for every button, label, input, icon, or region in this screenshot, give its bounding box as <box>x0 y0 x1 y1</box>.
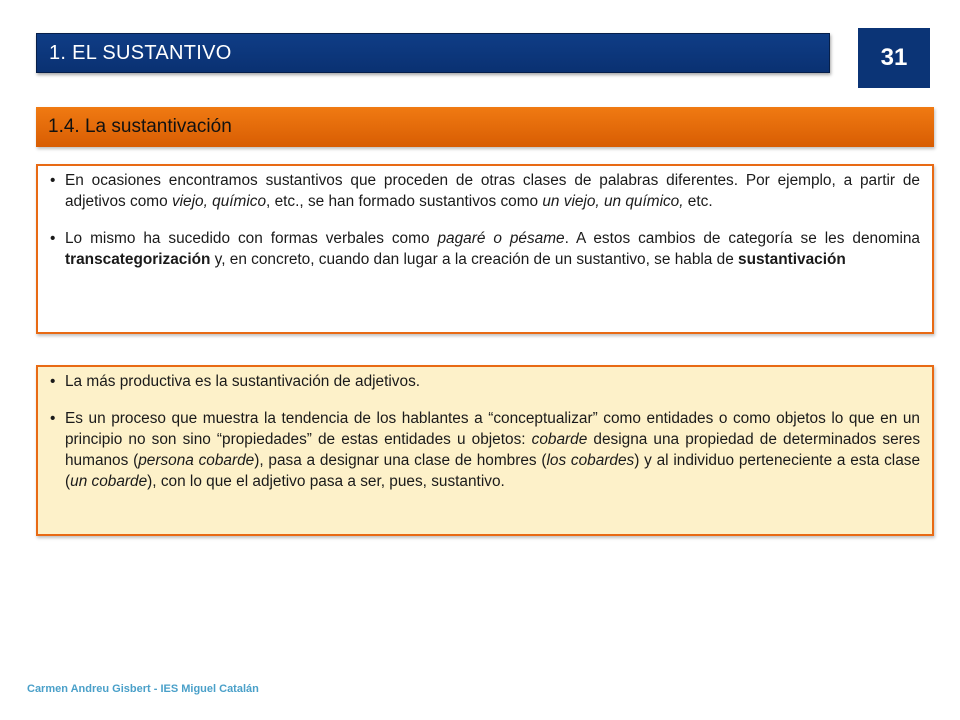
slide-title: 1. EL SUSTANTIVO <box>36 33 830 73</box>
bullet-list <box>50 371 920 492</box>
author-credit: Carmen Andreu Gisbert - IES Miguel Catalán <box>27 683 259 695</box>
content-box-adjectives <box>36 365 934 536</box>
page-number: 31 <box>858 28 930 88</box>
example-words: pagaré o pésame <box>437 230 565 247</box>
bullet-item: • Es un proceso que muestra la tendencia de los hablantes a “conceptualizar” como entidades o como objetos lo que en un principio no son sino “propiedades” de estas entidades u objetos: cobarde designa una propiedad de determinados seres humanos (persona cobarde), pasa a designar una clase de hombres (los cobardes) y al individuo perteneciente a esta clase (un cobarde), con lo que el adjetivo pasa a ser, pues, sustantivo. <box>50 408 920 492</box>
bullet-item: • En ocasiones encontramos sustantivos que proceden de otras clases de palabras diferentes. Por ejemplo, a partir de adjetivos como viejo, químico, etc., se han formado sustantivos como un viejo, un químico, etc. <box>50 170 920 212</box>
bullet-list <box>50 170 920 270</box>
example-words: un viejo, un químico, <box>542 193 684 210</box>
content-box-definition <box>36 164 934 334</box>
bullet-item: • Lo mismo ha sucedido con formas verbales como pagaré o pésame. A estos cambios de categoría se les denomina transcategorización y, en concreto, cuando dan lugar a la creación de un sustantivo, se habla de sustantivación <box>50 228 920 270</box>
example-words: un cobarde <box>70 473 148 490</box>
example-words: viejo, químico <box>171 193 267 210</box>
section-title: 1.4. La sustantivación <box>36 107 934 147</box>
key-term: sustantivación <box>738 251 846 268</box>
bullet-item: • La más productiva es la sustantivación de adjetivos. <box>50 371 920 392</box>
example-words: persona cobarde <box>138 452 255 469</box>
example-words: los cobardes <box>546 452 635 469</box>
example-words: cobarde <box>531 431 588 448</box>
key-term: transcategorización <box>65 251 211 268</box>
